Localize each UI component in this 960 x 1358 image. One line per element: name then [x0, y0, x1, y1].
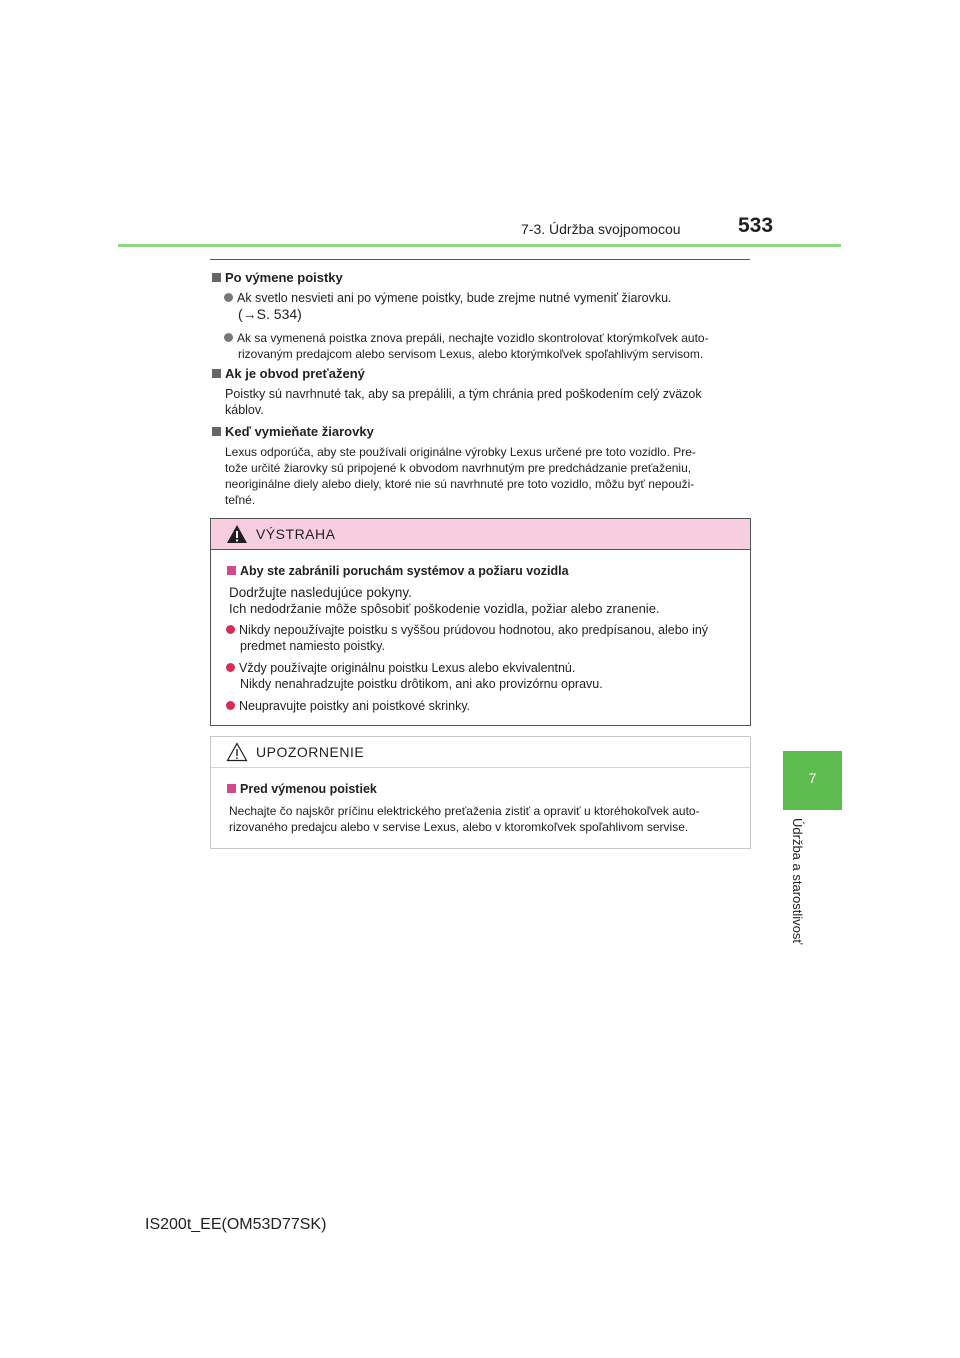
- warning-intro: Ich nedodržanie môže spôsobiť poškodenie vozidla, požiar alebo zranenie.: [229, 601, 660, 616]
- square-bullet-icon: [227, 566, 236, 575]
- warning-heading: [227, 564, 569, 578]
- chapter-label: Údržba a starostlivosť: [790, 818, 805, 945]
- bullet-text: Ak svetlo nesvieti ani po výmene poistky, bude zrejme nutné vymeniť žiarovku.: [237, 291, 672, 305]
- notice-box: [210, 736, 751, 849]
- bullet-text: Ak sa vymenená poistka znova prepáli, nechajte vozidlo skontrolovať ktorýmkoľvek auto-: [237, 331, 709, 345]
- section-title: 7-3. Údržba svojpomocou: [521, 221, 681, 237]
- heading-text: Keď vymieňate žiarovky: [225, 424, 374, 439]
- caution-triangle-icon: [226, 742, 248, 762]
- paragraph-line: teľné.: [225, 493, 256, 507]
- warning-bullet-cont: predmet namiesto poistky.: [240, 639, 385, 653]
- model-code: IS200t_EE(OM53D77SK): [145, 1216, 327, 1233]
- bullet-text-cont: rizovaným predajcom alebo servisom Lexus, alebo ktorýmkoľvek spoľahlivým servisom.: [238, 347, 704, 361]
- notice-text: Nechajte čo najskôr príčinu elektrického preťaženia zistiť a opraviť u ktoréhokoľvek auto-: [229, 804, 700, 818]
- dot-bullet-icon: [226, 701, 235, 710]
- paragraph-line: tože určité žiarovky sú pripojené k obvodom navrhnutým pre predchádzanie preťaženiu,: [225, 461, 692, 475]
- notice-title: UPOZORNENIE: [256, 744, 365, 760]
- heading-pretazeny: [212, 366, 365, 381]
- page-number: 533: [738, 214, 774, 237]
- heading-text: Pred výmenou poistiek: [240, 782, 377, 796]
- square-bullet-icon: [212, 369, 221, 378]
- warning-bullet: [226, 660, 746, 676]
- paragraph-line: káblov.: [225, 403, 264, 417]
- paragraph-line: Lexus odporúča, aby ste používali originálne výrobky Lexus určené pre toto vozidlo. Pre-: [225, 445, 696, 459]
- square-bullet-icon: [227, 784, 236, 793]
- warning-bullet: [226, 622, 746, 638]
- square-bullet-icon: [212, 427, 221, 436]
- warning-bullet: [226, 698, 746, 714]
- heading-text: Aby ste zabránili poruchám systémov a požiaru vozidla: [240, 564, 569, 578]
- warning-intro: Dodržujte nasledujúce pokyny.: [229, 585, 412, 600]
- heading-text: Ak je obvod preťažený: [225, 366, 365, 381]
- square-bullet-icon: [212, 273, 221, 282]
- notice-header: [211, 737, 750, 768]
- heading-po-vymene: [212, 270, 343, 285]
- dot-bullet-icon: [226, 663, 235, 672]
- dot-bullet-icon: [226, 625, 235, 634]
- bullet-item: [224, 330, 748, 346]
- dot-bullet-icon: [224, 293, 233, 302]
- heading-text: Po výmene poistky: [225, 270, 343, 285]
- bullet-text: Vždy používajte originálnu poistku Lexus alebo ekvivalentnú.: [239, 661, 576, 675]
- bullet-text: Nikdy nepoužívajte poistku s vyššou prúdovou hodnotou, ako predpísanou, alebo iný: [239, 623, 709, 637]
- notice-heading: [227, 782, 377, 796]
- header-rule: [118, 244, 841, 247]
- dot-bullet-icon: [224, 333, 233, 342]
- bullet-text: Neupravujte poistky ani poistkové skrinky.: [239, 699, 471, 713]
- warning-box: [210, 518, 751, 726]
- paragraph-line: Poistky sú navrhnuté tak, aby sa prepálili, a tým chránia pred poškodením celý zväzok: [225, 387, 702, 401]
- warning-header: [211, 519, 750, 550]
- warning-title: VÝSTRAHA: [256, 526, 336, 542]
- page-reference[interactable]: (→S. 534): [238, 306, 302, 322]
- content-top-rule: [210, 259, 750, 260]
- warning-bullet-cont: Nikdy nenahradzujte poistku drôtikom, ani ako provizórnu opravu.: [240, 677, 603, 691]
- warning-triangle-icon: [226, 524, 248, 544]
- chapter-number: 7: [808, 770, 817, 786]
- paragraph-line: neoriginálne diely alebo diely, ktoré nie sú navrhnuté pre toto vozidlo, môžu byť nepouži-: [225, 477, 695, 491]
- heading-ziarovky: [212, 424, 374, 439]
- notice-text: rizovaného predajcu alebo v servise Lexus, alebo v ktoromkoľvek spoľahlivom servise.: [229, 820, 689, 834]
- bullet-item: [224, 290, 748, 306]
